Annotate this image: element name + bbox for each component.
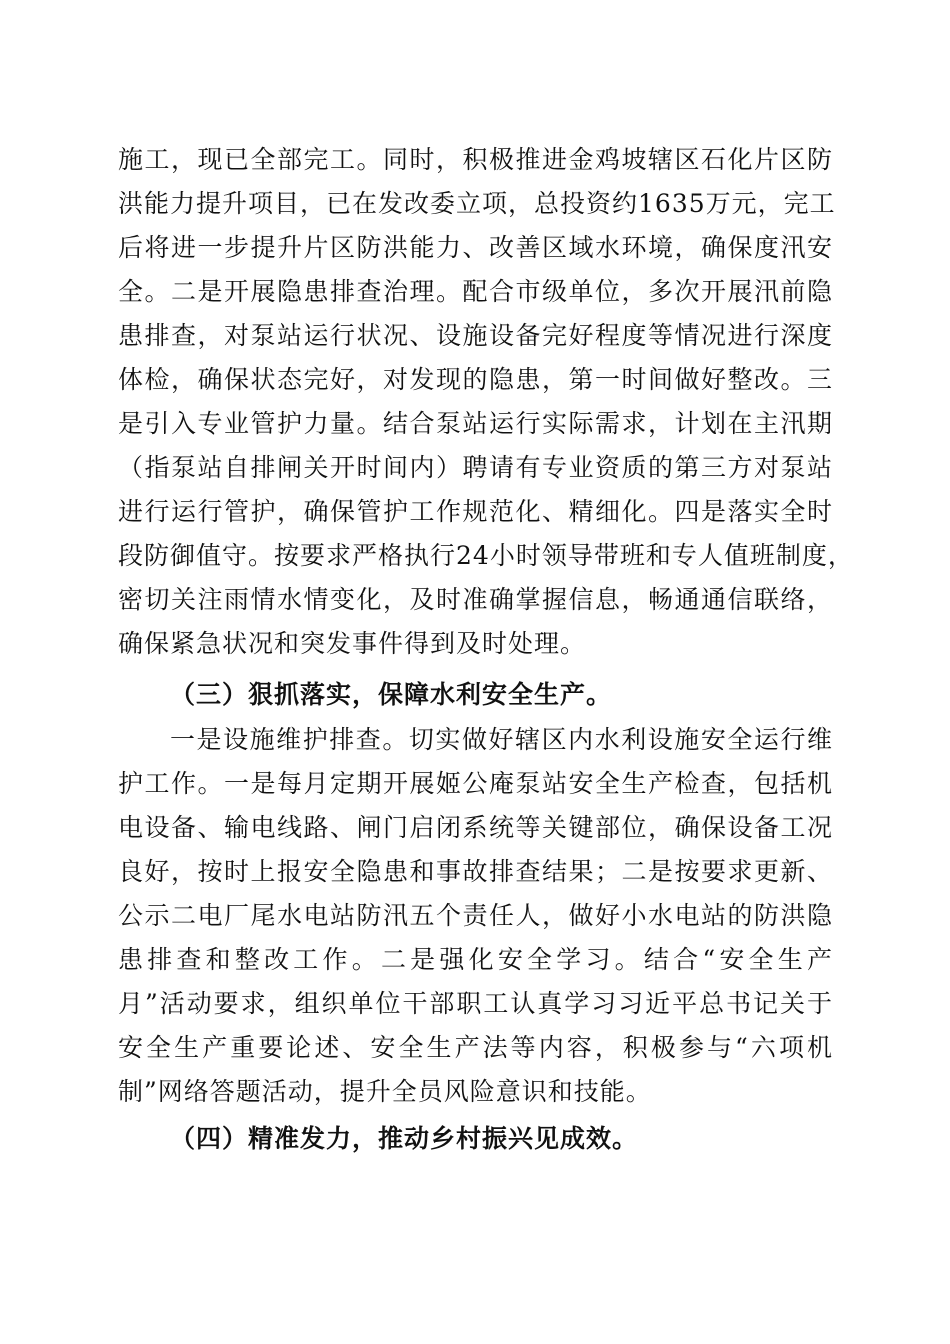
paragraph-line: 公示二电厂尾水电站防汛五个责任人，做好小水电站的防洪隐: [118, 901, 833, 930]
paragraph-line: 患排查，对泵站运行状况、设施设备完好程度等情况进行深度: [118, 321, 833, 350]
paragraph-line: 全。二是开展隐患排查治理。配合市级单位，多次开展汛前隐: [118, 277, 833, 306]
paragraph-line: 体检，确保状态完好，对发现的隐患，第一时间做好整改。三: [118, 365, 833, 394]
paragraph-line: 护工作。一是每月定期开展姬公庵泵站安全生产检查，包括机: [118, 769, 833, 798]
paragraph-line: 良好，按时上报安全隐患和事故排查结果；二是按要求更新、: [118, 857, 833, 886]
paragraph-line: 密切关注雨情水情变化，及时准确掌握信息，畅通通信联络，: [118, 585, 833, 614]
paragraph-line: 制”网络答题活动，提升全员风险意识和技能。: [118, 1077, 652, 1106]
paragraph-line: （指泵站自排闸关开时间内）聘请有专业资质的第三方对泵站: [118, 453, 833, 482]
section-heading-3: （三）狠抓落实，保障水利安全生产。: [170, 680, 613, 709]
section-heading-4: （四）精准发力，推动乡村振兴见成效。: [170, 1124, 639, 1153]
paragraph-line: 段防御值守。按要求严格执行24小时领导带班和专人值班制度，: [118, 541, 854, 570]
section-heading-3-container: [118, 673, 833, 717]
paragraph-safety-production: [118, 718, 833, 1114]
paragraph-line: 月”活动要求，组织单位干部职工认真学习习近平总书记关于: [118, 989, 833, 1018]
paragraph-line: 后将进一步提升片区防洪能力、改善区域水环境，确保度汛安: [118, 233, 833, 262]
paragraph-line: 是引入专业管护力量。结合泵站运行实际需求，计划在主汛期: [118, 409, 833, 438]
paragraph-line: 进行运行管护，确保管护工作规范化、精细化。四是落实全时: [118, 497, 833, 526]
paragraph-line: 洪能力提升项目，已在发改委立项，总投资约1635万元，完工: [118, 189, 836, 218]
paragraph-line: 施工，现已全部完工。同时，积极推进金鸡坡辖区石化片区防: [118, 145, 833, 174]
paragraph-flood-control: [118, 138, 854, 666]
paragraph-line: 安全生产重要论述、安全生产法等内容，积极参与“六项机: [118, 1033, 833, 1062]
section-heading-4-container: [118, 1117, 833, 1161]
paragraph-line: 患排查和整改工作。二是强化安全学习。结合“安全生产: [118, 945, 833, 974]
paragraph-line: 电设备、输电线路、闸门启闭系统等关键部位，确保设备工况: [118, 813, 833, 842]
paragraph-line: 一是设施维护排查。切实做好辖区内水利设施安全运行维: [170, 725, 833, 754]
paragraph-line: 确保紧急状况和突发事件得到及时处理。: [118, 629, 587, 658]
